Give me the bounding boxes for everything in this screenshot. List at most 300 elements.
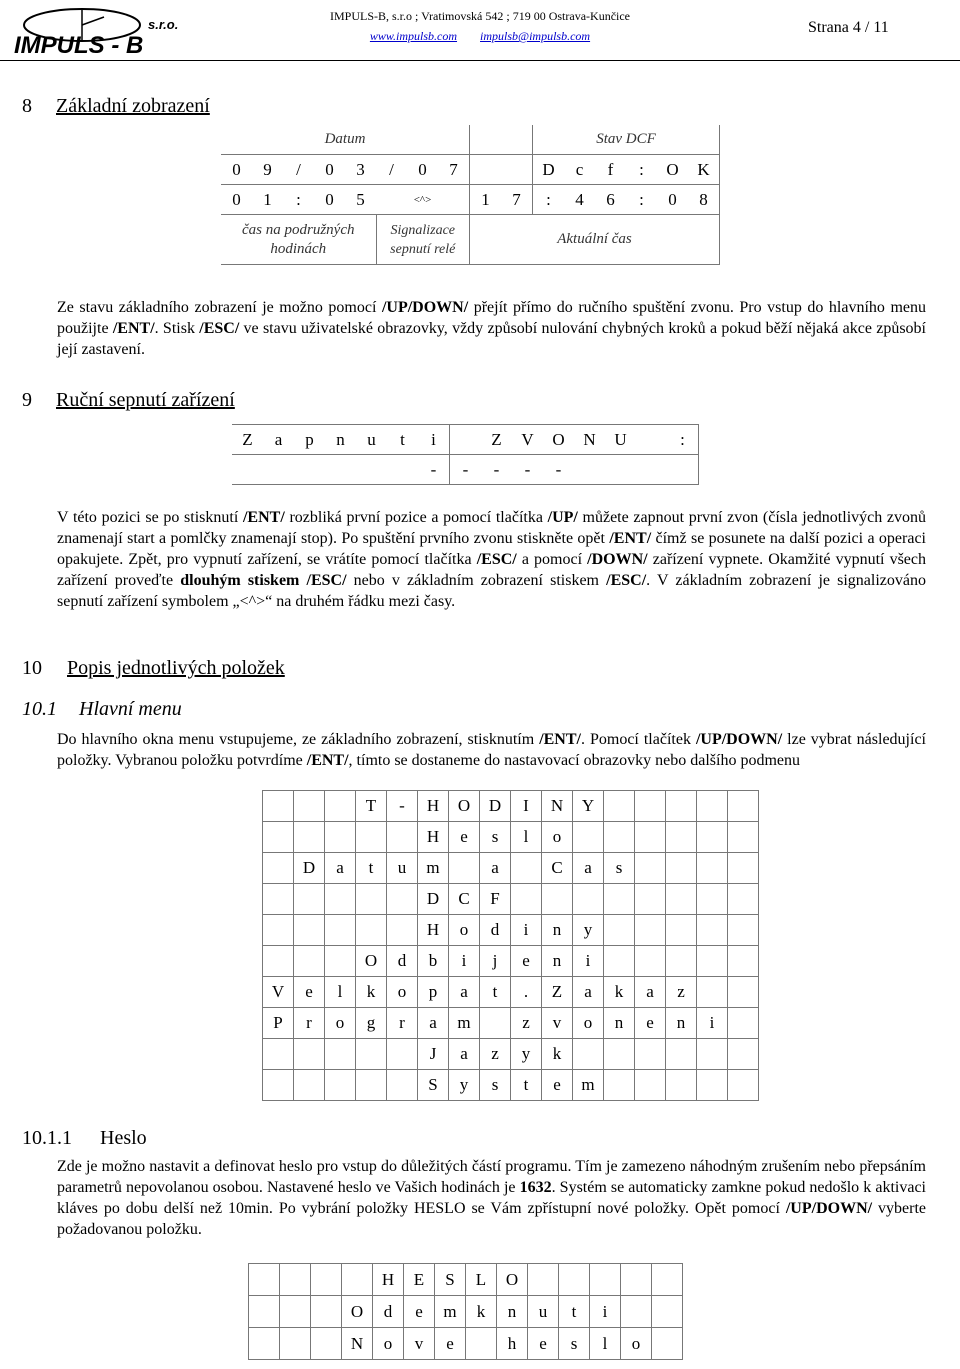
grid-cell [294,946,325,977]
grid-cell: O [342,1296,373,1328]
grid-cell [635,791,666,822]
grid-cell [263,884,294,915]
heslo-item-row [249,1264,683,1296]
grid-cell [697,853,728,884]
grid-cell: 0 [325,189,334,209]
grid-cell [311,1328,342,1360]
grid-cell [666,791,697,822]
grid-cell [635,822,666,853]
grid-cell [573,1039,604,1070]
grid-cell [294,791,325,822]
grid-cell: 5 [356,189,365,209]
grid-cell: L [466,1264,497,1296]
menu-item-row [263,1008,759,1039]
page-number: Strana 4 / 11 [808,19,889,36]
grid-cell: D [294,853,325,884]
grid-cell: v [404,1328,435,1360]
section-10-heading [22,657,285,680]
grid-row-2 [232,455,699,485]
grid-cell: l [325,977,356,1008]
main-menu-grid [262,790,759,1101]
grid-cell: e [449,822,480,853]
grid-cell: n [497,1296,528,1328]
section-10-1-1-heading [22,1127,147,1150]
grid-cell [652,1264,683,1296]
grid-cell: - [555,459,562,479]
grid-cell [470,155,502,185]
grid-cell: u [528,1296,559,1328]
grid-cell: 0 [668,189,677,209]
grid-cell: . [511,977,542,1008]
grid-row-1 [221,155,720,185]
grid-cell [728,791,759,822]
grid-cell: e [635,1008,666,1039]
grid-cell: n [336,429,345,449]
grid-cell: 0 [232,189,241,209]
company-line: IMPULS-B, s.r.o ; Vratimovská 542 ; 719 00 Ostrava-Kunčice [329,9,631,23]
grid-cell [636,455,667,485]
grid-cell: O [666,159,679,179]
grid-cell [604,791,635,822]
grid-cell [325,1070,356,1101]
grid-cell: s [480,1070,511,1101]
grid-cell [438,185,470,215]
grid-cell [480,1008,511,1039]
grid-cell: v [542,1008,573,1039]
grid-cell: a [635,977,666,1008]
grid-cell [697,915,728,946]
menu-item-row [263,915,759,946]
grid-cell: o [449,915,480,946]
page-header [0,0,960,60]
grid-cell [311,1264,342,1296]
company-info [280,6,680,46]
grid-cell: h [497,1328,528,1360]
grid-cell [728,977,759,1008]
grid-cell: V [521,429,534,449]
manual-switch-grid [232,424,699,485]
grid-cell: d [373,1296,404,1328]
menu-item-row [263,1039,759,1070]
grid-cell [666,946,697,977]
grid-cell [621,1264,652,1296]
grid-cell: : [667,425,699,455]
grid-cell [356,822,387,853]
grid-cell: s [604,853,635,884]
heslo-item-row [249,1328,683,1360]
grid-cell [604,946,635,977]
grid-cell: j [480,946,511,977]
grid-row-2 [221,185,720,215]
grid-cell: p [418,977,449,1008]
menu-item-row [263,822,759,853]
grid-cell: 4 [575,189,584,209]
grid-cell: H [418,791,449,822]
grid-cell [325,946,356,977]
menu-item-row [263,1070,759,1101]
grid-cell: 0 [232,159,241,179]
grid-cell [635,853,666,884]
grid-cell: V [263,977,294,1008]
section-title: Heslo [100,1127,147,1149]
grid-cell: C [542,853,573,884]
grid-cell: U [614,429,627,449]
menu-item-row [263,791,759,822]
grid-cell: z [480,1039,511,1070]
grid-cell [232,455,263,485]
grid-cell: H [373,1264,404,1296]
grid-cell: y [449,1070,480,1101]
section-number: 10 [22,657,42,679]
grid-cell: k [466,1296,497,1328]
grid-cell: K [688,155,720,185]
grid-cell: o [542,822,573,853]
grid-cell [294,1070,325,1101]
grid-cell: 8 [688,185,720,215]
menu-item-row [263,946,759,977]
section-8-heading [22,95,210,118]
grid-cell: - [462,459,469,479]
grid-cell [263,1039,294,1070]
grid-cell [590,1264,621,1296]
grid-cell: E [404,1264,435,1296]
grid-cell: 0 [325,159,334,179]
grid-cell: u [387,853,418,884]
grid-cell [728,1070,759,1101]
grid-cell [528,1264,559,1296]
section-number: 10.1.1 [22,1127,72,1149]
grid-cell [728,884,759,915]
grid-cell [728,915,759,946]
grid-cell: <^> [413,193,432,206]
grid-cell: o [387,977,418,1008]
grid-cell: e [435,1328,466,1360]
grid-cell: D [480,791,511,822]
grid-cell: N [542,791,573,822]
grid-cell: O [497,1264,528,1296]
grid-cell: t [511,1070,542,1101]
grid-cell [263,915,294,946]
grid-cell: t [400,429,405,449]
grid-cell: m [418,853,449,884]
grid-cell [294,455,325,485]
grid-cell: - [524,459,531,479]
grid-cell: Z [491,429,502,449]
grid-cell [635,884,666,915]
grid-cell [635,946,666,977]
grid-cell [263,946,294,977]
email-link[interactable]: impulsb@impulsb.com [480,29,591,43]
grid-cell [697,1070,728,1101]
grid-cell: i [449,946,480,977]
grid-cell [325,1039,356,1070]
menu-item-row [263,853,759,884]
grid-cell [574,455,605,485]
grid-cell: r [294,1008,325,1039]
grid-cell: a [274,429,283,449]
grid-cell: i [418,425,450,455]
grid-cell: - [493,459,500,479]
grid-cell: m [573,1070,604,1101]
grid-cell: p [305,429,314,449]
grid-cell [635,1039,666,1070]
grid-cell [573,822,604,853]
grid-cell [325,822,356,853]
grid-cell: - [387,791,418,822]
grid-cell: n [542,946,573,977]
grid-cell [697,1039,728,1070]
grid-cell: n [666,1008,697,1039]
grid-cell: O [356,946,387,977]
grid-cell [356,915,387,946]
section-9-heading [22,389,235,412]
grid-cell: t [559,1296,590,1328]
grid-cell [621,1296,652,1328]
grid-cell: : [639,189,644,209]
grid-cell [697,791,728,822]
grid-cell [511,853,542,884]
grid-cell: 9 [263,159,272,179]
grid-cell [666,853,697,884]
subsection-title: Hlavní menu [79,698,182,720]
grid-cell: i [573,946,604,977]
grid-cell: i [511,915,542,946]
grid-cell: D [542,159,555,179]
basic-display-grid [221,125,720,265]
menu-item-row [263,884,759,915]
grid-cell [263,822,294,853]
grid-cell: k [356,977,387,1008]
grid-cell: : [546,189,551,209]
grid-cell: a [480,853,511,884]
grid-cell [559,1264,590,1296]
grid-cell: O [552,429,565,449]
desc-podruzne-hodiny: čas na podružných hodinách [221,215,376,265]
grid-cell [387,455,418,485]
grid-cell: y [511,1039,542,1070]
grid-cell [636,425,667,455]
section-8-paragraph: Ze stavu základního zobrazení je možno pomocí /UP/DOWN/ přejít přímo do ručního spuštění zvonu. Pro vstup do hlavního menu použijte /ENT/. Stisk /ESC/ ve stavu uživatelské obrazovky, vždy způsobí nulování chybných kroků a pokud běží nějaká akce způsobí její zastavení. [57,299,927,358]
grid-cell: a [573,853,604,884]
grid-cell: t [356,853,387,884]
grid-cell [728,1008,759,1039]
subsection-number: 10.1 [22,698,57,720]
grid-cell [294,915,325,946]
grid-cell: O [449,791,480,822]
website-link[interactable]: www.impulsb.com [369,29,458,43]
grid-cell [511,884,542,915]
impuls-b-logo [8,3,198,57]
grid-cell: 1 [481,189,490,209]
grid-cell [249,1296,280,1328]
menu-item-row [263,977,759,1008]
grid-cell: o [621,1328,652,1360]
grid-cell [263,853,294,884]
section-title: Ruční sepnutí zařízení [56,389,235,411]
grid-cell [604,915,635,946]
grid-cell: I [511,791,542,822]
grid-cell [387,884,418,915]
grid-cell [666,884,697,915]
grid-cell: / [389,159,394,179]
grid-cell [325,915,356,946]
grid-cell: e [294,977,325,1008]
grid-cell [387,1070,418,1101]
grid-cell [450,425,482,455]
section-number: 9 [22,389,32,411]
grid-cell: l [590,1328,621,1360]
grid-cell [449,853,480,884]
grid-cell [325,791,356,822]
grid-cell: o [573,1008,604,1039]
grid-cell [249,1264,280,1296]
grid-cell [280,1328,311,1360]
grid-cell [697,822,728,853]
grid-cell: N [342,1328,373,1360]
grid-cell [635,915,666,946]
grid-cell: g [356,1008,387,1039]
grid-cell: 3 [356,159,365,179]
section-10-1-paragraph: Do hlavního okna menu vstupujeme, ze základního zobrazení, stisknutím /ENT/. Pomocí tlačítek /UP/DOWN/ lze vybrat následující položky. Vybranou položku potvrdíme /ENT/, tímto se dostaneme do nastavovací obrazovky nebo dalšího podmenu [57,731,926,769]
grid-cell: z [666,977,697,1008]
grid-cell: H [418,822,449,853]
logo-suffix: s.r.o. [148,17,179,32]
grid-cell: d [480,915,511,946]
grid-cell: a [449,977,480,1008]
grid-cell: c [575,159,584,179]
grid-cell: - [418,455,450,485]
grid-cell: b [418,946,449,977]
grid-cell [280,1296,311,1328]
grid-cell: F [480,884,511,915]
grid-cell [697,946,728,977]
grid-cell: S [435,1264,466,1296]
grid-cell: C [449,884,480,915]
desc-aktualni-cas: Aktuální čas [470,215,720,265]
grid-cell: o [325,1008,356,1039]
grid-cell: z [511,1008,542,1039]
section-10-1-heading [22,698,182,721]
grid-cell [666,822,697,853]
grid-cell: i [697,1008,728,1039]
grid-cell: / [296,159,301,179]
grid-cell [652,1328,683,1360]
grid-cell [263,455,294,485]
grid-cell [697,884,728,915]
grid-cell: k [604,977,635,1008]
grid-cell [249,1328,280,1360]
grid-cell: m [435,1296,466,1328]
section-9-paragraph: V této pozici se po stisknutí /ENT/ rozbliká první pozice a pomocí tlačítka /UP/ můžete zapnout první zvon (čísla jednotlivých zvonů znamenají start a pomlčky znamenají stop). Po spuštění prvního zvonu stiskněte opět /ENT/ čímž se posunete na další pozici a operaci opakujete. Zpět, pro vypnutí zařízení, se vrátíte pomocí tlačítka /ESC/ a pomocí /DOWN/ zařízení vypnete. Okamžité vypnutí všech zařízení proveďte dlouhým stiskem /ESC/ nebo v základním zobrazení stiskem /ESC/. V základním zobrazení je signalizováno sepnutí zařízení symbolem „<^>“ na druhém řádku mezi časy. [57,509,927,610]
grid-cell [294,822,325,853]
grid-cell: 0 [418,159,427,179]
grid-cell: S [418,1070,449,1101]
grid-cell: e [542,1070,573,1101]
grid-cell [667,455,699,485]
logo-text: IMPULS - B [14,32,144,57]
grid-cell: a [449,1039,480,1070]
label-stav-dcf: Stav DCF [533,125,720,155]
grid-cell: 1 [263,189,272,209]
grid-cell [356,884,387,915]
grid-cell [604,1070,635,1101]
grid-cell: P [263,1008,294,1039]
grid-cell: 6 [606,189,615,209]
grid-cell: k [542,1039,573,1070]
grid-cell: u [367,429,376,449]
grid-cell [294,1039,325,1070]
grid-cell [387,915,418,946]
grid-cell [280,1264,311,1296]
grid-cell [573,884,604,915]
grid-cell [501,155,533,185]
grid-cell [542,884,573,915]
grid-cell [311,1296,342,1328]
grid-cell: e [528,1328,559,1360]
grid-cell [666,915,697,946]
grid-cell [387,822,418,853]
section-number: 8 [22,95,32,117]
grid-cell: s [559,1328,590,1360]
grid-cell: 7 [438,155,470,185]
grid-cell [728,1039,759,1070]
grid-cell [666,1039,697,1070]
section-title: Popis jednotlivých položek [67,657,285,679]
grid-cell [263,1070,294,1101]
grid-cell: Z [542,977,573,1008]
grid-cell: m [449,1008,480,1039]
grid-cell: 7 [501,185,533,215]
grid-cell [263,791,294,822]
heslo-item-row [249,1296,683,1328]
grid-cell: N [583,429,596,449]
grid-cell [325,455,356,485]
grid-cell [604,1039,635,1070]
desc-signalizace: Signalizace sepnutí relé [376,215,470,265]
grid-cell: i [590,1296,621,1328]
grid-cell [604,822,635,853]
grid-cell [325,884,356,915]
grid-cell: r [387,1008,418,1039]
grid-cell: y [573,915,604,946]
grid-cell [697,977,728,1008]
grid-cell: e [404,1296,435,1328]
grid-cell [356,1039,387,1070]
grid-cell: t [480,977,511,1008]
grid-cell [666,1070,697,1101]
section-title: Základní zobrazení [56,95,210,117]
grid-cell [635,1070,666,1101]
heslo-menu-grid [248,1263,683,1360]
grid-cell: H [418,915,449,946]
grid-cell: l [511,822,542,853]
grid-cell [356,1070,387,1101]
grid-cell: o [373,1328,404,1360]
grid-cell: : [296,189,301,209]
grid-cell [652,1296,683,1328]
grid-cell [605,455,636,485]
grid-cell [387,1039,418,1070]
grid-cell: d [387,946,418,977]
header-divider [0,60,960,61]
grid-cell [342,1264,373,1296]
grid-cell: f [607,159,614,179]
grid-cell: Y [573,791,604,822]
grid-cell [728,853,759,884]
grid-cell: : [639,159,644,179]
grid-cell: J [418,1039,449,1070]
grid-cell [294,884,325,915]
